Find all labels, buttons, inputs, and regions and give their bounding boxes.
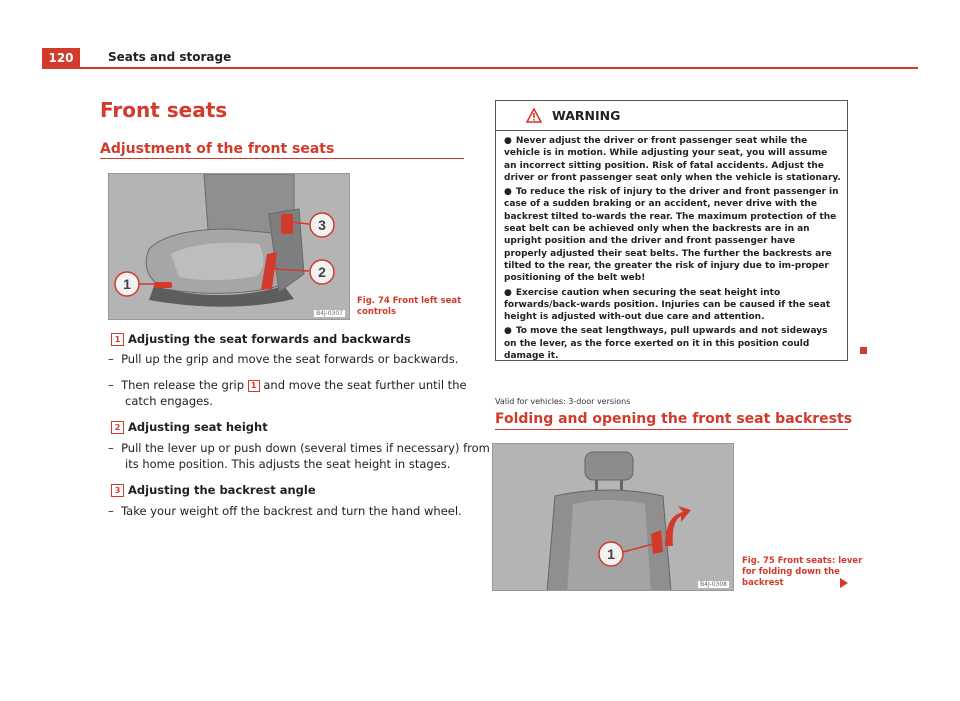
page-number: 120 [42,48,80,68]
section-subtitle-2: Folding and opening the front seat backrests [495,411,853,427]
figure-caption-line: Fig. 74 Front left seat [357,296,462,306]
valid-note: Valid for vehicles: 3-door versions [495,397,631,406]
warning-item: ● Never adjust the driver or front passenger seat while the vehicle is in motion. While adjusting your seat, you will assume an incorrect sitting position. Risk of fatal accidents. Adjust the driver or front passenger seat only when the vehicle is stationary. [504,136,841,183]
fold-lever-icon [651,530,663,554]
figure-code: B4J-0308 [700,581,727,588]
warning-item: ● Exercise caution when securing the seat height into forwards/back-wards position. Injuries can be caused if the seat height is adjusted with-out due care and attention. [504,287,831,323]
continue-arrow-icon [840,578,848,588]
warning-title: WARNING [552,108,621,123]
warning-header [496,101,847,131]
step-badge-2: 2 [111,421,124,434]
step-text: – Then release the grip 1 and move the seat further until the catch engages. [98,377,467,409]
subtitle-rule-2 [495,429,848,430]
callout-3: 3 [318,217,326,233]
figure-caption [357,296,461,318]
step-line: Pull up the grip and move the seat forwards or backwards. [121,352,459,366]
slide-grip-icon [154,282,172,288]
step-text: – Pull the lever up or push down (several times if necessary) from its home position. This adjusts the seat height in stages. [98,440,490,472]
figure-caption-line: controls [357,307,396,317]
backrest-wheel-icon [281,214,293,234]
subtitle-rule [100,158,464,159]
header-rule [42,67,918,69]
step-line: Pull the lever up or push down (several times if necessary) from [121,441,490,455]
step-heading: Adjusting seat height [128,420,268,434]
figure-caption-line: for folding down the [742,567,840,577]
step-line: catch engages. [125,394,213,408]
step-heading: Adjusting the backrest angle [128,483,316,497]
seat-controls-figure [108,173,350,320]
step-line: its home position. This adjusts the seat height in stages. [125,457,451,471]
callout-1: 1 [123,276,131,292]
figure-caption-line: Fig. 75 Front seats: lever [742,556,863,566]
section-subtitle: Adjustment of the front seats [100,141,335,157]
step-line: Then release the grip [121,378,245,392]
step-heading: Adjusting the seat forwards and backwards [128,332,411,346]
step-line: and move the seat further until the [263,378,467,392]
callout-1: 1 [607,546,615,562]
end-of-section-mark [860,347,867,354]
warning-box [495,100,848,361]
running-head: Seats and storage [108,50,232,64]
step-badge-3: 3 [111,484,124,497]
figure-caption-line: backrest [742,578,784,588]
warning-triangle-icon [526,108,542,123]
warning-body [496,131,847,362]
seat-illustration [109,174,350,320]
step-badge-1: 1 [111,333,124,346]
inline-ref-badge: 1 [248,380,260,392]
figure-code: B4J-0307 [316,310,343,317]
step-line: Take your weight off the backrest and turn the hand wheel. [121,504,462,518]
step-text: – Take your weight off the backrest and turn the hand wheel. [108,504,462,518]
backrest-illustration [493,444,734,591]
page-title: Front seats [100,98,228,122]
callout-2: 2 [318,264,326,280]
warning-item: ● To reduce the risk of injury to the driver and front passenger in case of a sudden braking or an accident, never drive with the backrest tilted to-wards the rear. The maximum protection of the seat belt can be achieved only when the backrests are in an upright position and the driver and front passenger have properly adjusted their seat belts. The further the backrests are tilted to the rear, the greater the risk of injury due to im-proper positioning of the belt web! [504,187,839,284]
step-text: – Pull up the grip and move the seat forwards or backwards. [108,352,459,366]
backrest-lever-figure [492,443,734,591]
warning-item: ● To move the seat lengthways, pull upwards and not sideways on the lever, as the force exerted on it in this position could damage it. [504,326,828,362]
